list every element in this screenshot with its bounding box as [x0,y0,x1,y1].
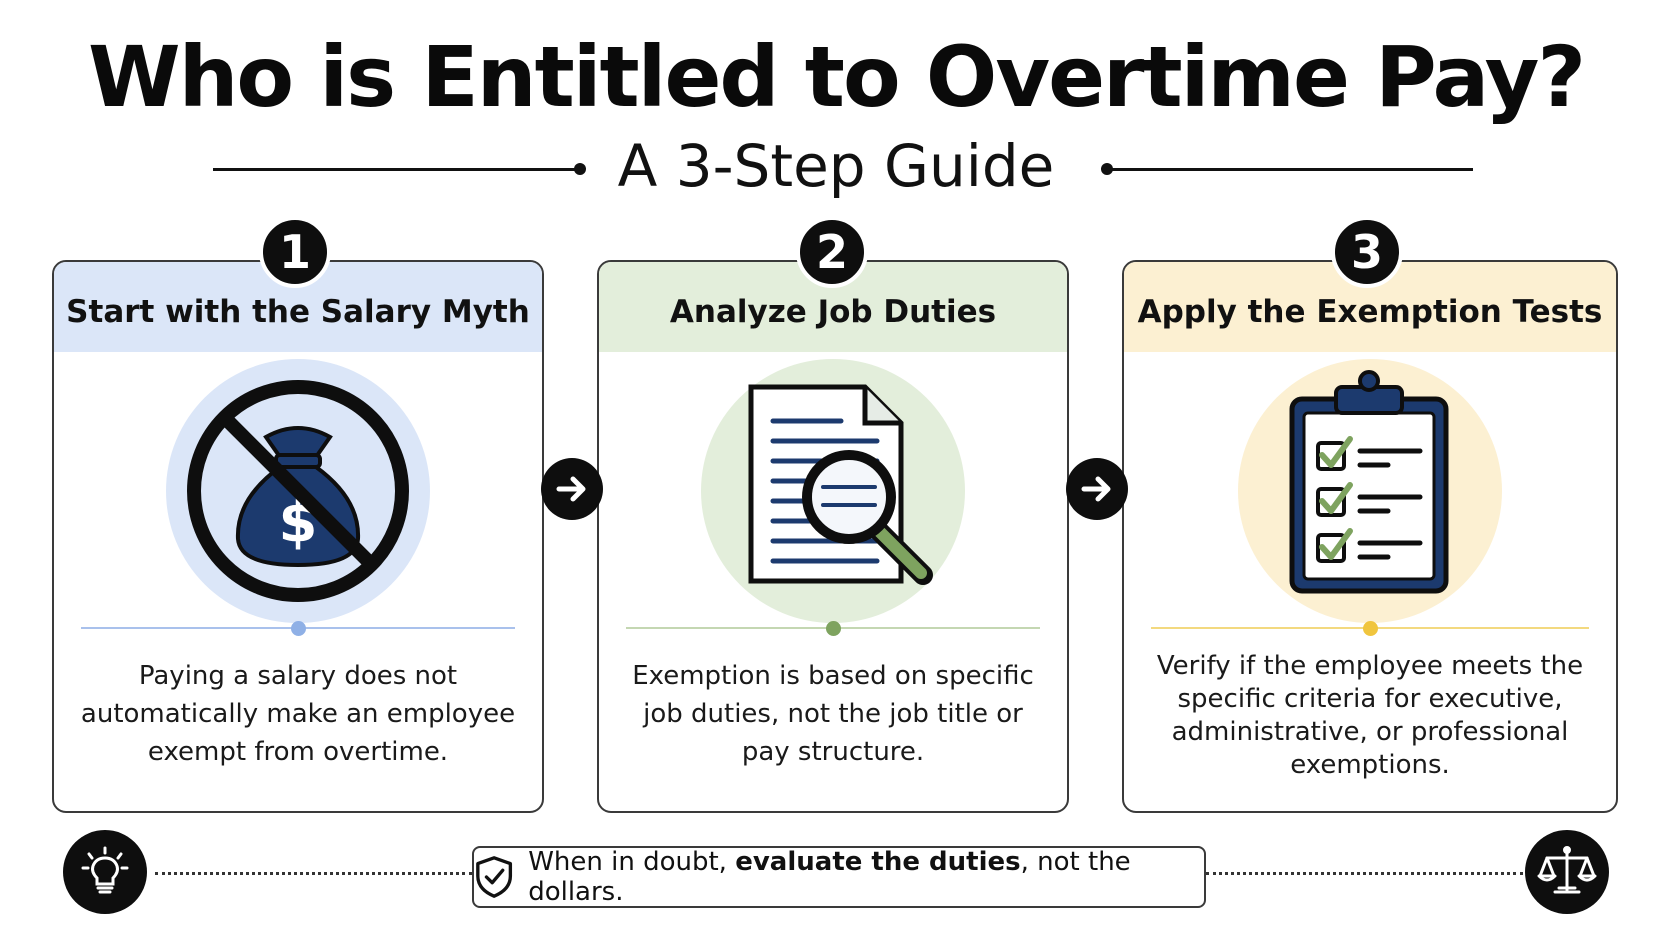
step-3-divider-dot [1363,621,1378,636]
step-3-text: Verify if the employee meets the specific criteria for executive, administrative, or professional exemptions. [1156,651,1584,780]
arrow-right-icon [1066,458,1128,520]
step-2-title: Analyze Job Duties [599,262,1067,352]
lightbulb-icon [63,830,147,914]
tip-text-prefix: When in doubt, [528,847,736,877]
subtitle-row [0,132,1672,202]
step-card-1 [52,260,544,813]
step-2-divider-dot [826,621,841,636]
document-magnifier-icon [701,359,965,623]
step-2-badge: 2 [796,216,868,288]
money-bag-prohibited-icon [166,359,430,623]
step-card-2 [597,260,1069,813]
svg-text:$: $ [278,490,318,555]
step-1-badge: 1 [259,216,331,288]
arrow-right-icon [541,458,603,520]
tip-text-suffix: , not the dollars. [528,847,1131,907]
subtitle-rule-right [1106,168,1473,171]
step-1-text: Paying a salary does not automatically make an employee exempt from overtime. [80,661,516,767]
step-card-3 [1122,260,1618,813]
tip-box [472,846,1206,908]
scales-icon [1525,830,1609,914]
step-1-divider-dot [291,621,306,636]
shield-check-icon [474,854,514,900]
tip-text-bold: evaluate the duties [735,847,1021,877]
step-1-title: Start with the Salary Myth [54,262,542,352]
footer-dotted-line-left [155,872,472,875]
step-3-title: Apply the Exemption Tests [1124,262,1616,352]
step-3-badge: 3 [1331,216,1403,288]
checklist-clipboard-icon [1238,359,1502,623]
page-subtitle: A 3-Step Guide [617,132,1055,200]
page-title: Who is Entitled to Overtime Pay? [87,28,1585,126]
step-2-text: Exemption is based on specific job duties, not the job title or pay structure. [632,661,1034,767]
tip-text [528,847,1204,907]
footer-dotted-line-right [1206,872,1523,875]
